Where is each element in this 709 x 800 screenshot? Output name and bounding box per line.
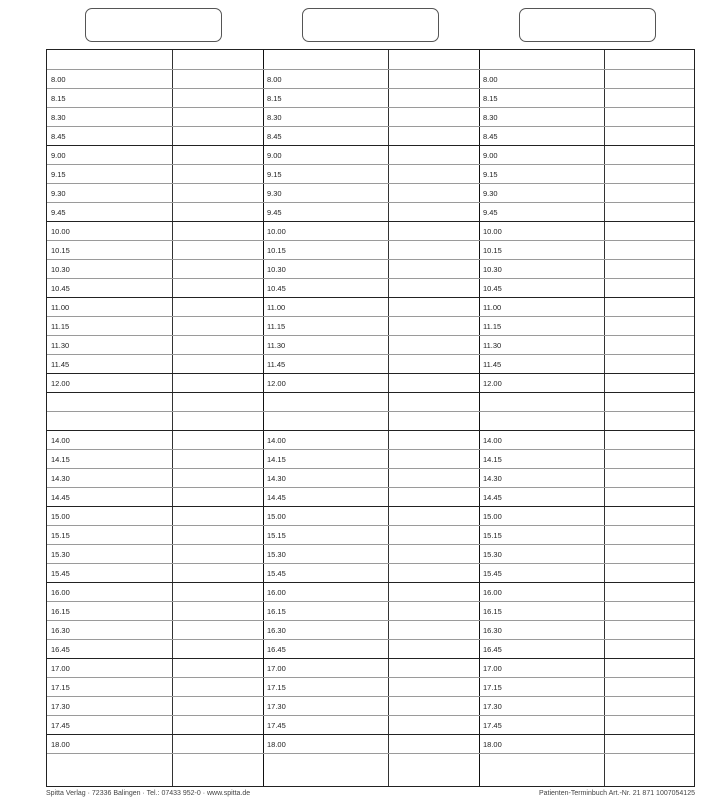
time-slot-label: 9.30	[267, 189, 282, 198]
time-slot-label: 11.30	[267, 341, 286, 350]
time-slot-label: 8.30	[483, 113, 498, 122]
time-slot-label: 9.00	[51, 151, 66, 160]
time-slot-label: 15.00	[51, 512, 70, 521]
time-slot-label: 17.00	[483, 664, 502, 673]
time-slot-label: 10.15	[267, 246, 286, 255]
time-slot-label: 11.15	[267, 322, 286, 331]
time-slot-label: 10.00	[267, 227, 286, 236]
time-slot-label: 17.00	[51, 664, 70, 673]
time-slot-label: 17.15	[51, 683, 70, 692]
row-line	[47, 487, 694, 488]
time-slot-label: 15.45	[51, 569, 70, 578]
time-slot-label: 14.15	[483, 455, 502, 464]
time-slot-label: 15.45	[267, 569, 286, 578]
time-slot-label: 17.30	[51, 702, 70, 711]
time-slot-label: 8.45	[51, 132, 66, 141]
time-slot-label: 14.00	[483, 436, 502, 445]
time-slot-label: 10.15	[51, 246, 70, 255]
row-line	[47, 126, 694, 127]
row-line	[47, 563, 694, 564]
time-slot-label: 17.45	[267, 721, 286, 730]
time-slot-label: 16.15	[51, 607, 70, 616]
time-slot-label: 17.30	[267, 702, 286, 711]
time-slot-label: 12.00	[51, 379, 70, 388]
time-slot-label: 17.15	[267, 683, 286, 692]
row-line	[47, 240, 694, 241]
time-slot-label: 14.30	[51, 474, 70, 483]
time-slot-label: 17.45	[483, 721, 502, 730]
time-slot-label: 16.30	[51, 626, 70, 635]
day-header-box-1[interactable]	[85, 8, 222, 42]
time-slot-label: 10.00	[483, 227, 502, 236]
time-slot-label: 15.30	[267, 550, 286, 559]
time-slot-label: 16.00	[51, 588, 70, 597]
time-slot-label: 15.30	[483, 550, 502, 559]
row-line	[47, 620, 694, 621]
footer-publisher: Spitta Verlag · 72336 Balingen · Tel.: 07433 952-0 · www.spitta.de	[46, 790, 251, 797]
row-line	[47, 354, 694, 355]
time-slot-label: 9.15	[51, 170, 66, 179]
time-slot-label: 15.00	[267, 512, 286, 521]
row-line	[47, 88, 694, 89]
time-slot-label: 8.15	[483, 94, 498, 103]
day-divider	[479, 50, 480, 786]
time-slot-label: 17.30	[483, 702, 502, 711]
time-slot-label: 16.30	[483, 626, 502, 635]
time-slot-label: 14.15	[51, 455, 70, 464]
appointment-grid[interactable]	[46, 49, 695, 787]
time-slot-label: 14.00	[267, 436, 286, 445]
time-slot-label: 16.45	[267, 645, 286, 654]
time-slot-label: 11.00	[51, 303, 70, 312]
time-slot-label: 9.00	[267, 151, 282, 160]
row-line	[47, 221, 694, 222]
time-slot-label: 14.00	[51, 436, 70, 445]
row-line	[47, 259, 694, 260]
time-slot-label: 14.45	[483, 493, 502, 502]
row-line	[47, 582, 694, 583]
time-slot-label: 15.00	[483, 512, 502, 521]
time-slot-label: 16.45	[51, 645, 70, 654]
time-slot-label: 9.30	[51, 189, 66, 198]
time-slot-label: 14.30	[267, 474, 286, 483]
time-slot-label: 15.15	[483, 531, 502, 540]
time-slot-label: 14.30	[483, 474, 502, 483]
row-line	[47, 411, 694, 412]
time-slot-label: 10.30	[483, 265, 502, 274]
time-slot-label: 17.45	[51, 721, 70, 730]
row-line	[47, 164, 694, 165]
time-slot-label: 9.15	[267, 170, 282, 179]
time-slot-label: 9.45	[51, 208, 66, 217]
time-slot-label: 9.15	[483, 170, 498, 179]
row-line	[47, 677, 694, 678]
time-slot-label: 8.45	[483, 132, 498, 141]
footer-product: Patienten-Terminbuch Art.-Nr. 21 871 1007054125	[538, 790, 695, 797]
column-divider	[388, 50, 389, 786]
row-line	[47, 468, 694, 469]
row-line	[47, 430, 694, 431]
time-slot-label: 8.30	[267, 113, 282, 122]
time-slot-label: 8.00	[51, 75, 66, 84]
time-slot-label: 16.00	[267, 588, 286, 597]
time-slot-label: 14.45	[51, 493, 70, 502]
time-slot-label: 8.15	[51, 94, 66, 103]
time-slot-label: 14.45	[267, 493, 286, 502]
time-slot-label: 14.15	[267, 455, 286, 464]
time-slot-label: 15.45	[483, 569, 502, 578]
time-slot-label: 15.15	[51, 531, 70, 540]
row-line	[47, 297, 694, 298]
time-slot-label: 10.45	[267, 284, 286, 293]
time-slot-label: 11.45	[483, 360, 502, 369]
column-divider	[604, 50, 605, 786]
day-divider	[263, 50, 264, 786]
row-line	[47, 734, 694, 735]
row-line	[47, 183, 694, 184]
time-slot-label: 10.45	[51, 284, 70, 293]
row-line	[47, 525, 694, 526]
time-slot-label: 11.15	[483, 322, 502, 331]
time-slot-label: 11.30	[483, 341, 502, 350]
time-slot-label: 18.00	[483, 740, 502, 749]
time-slot-label: 11.15	[51, 322, 70, 331]
row-line	[47, 373, 694, 374]
time-slot-label: 10.45	[483, 284, 502, 293]
day-header-box-3[interactable]	[519, 8, 656, 42]
time-slot-label: 16.30	[267, 626, 286, 635]
row-line	[47, 69, 694, 70]
row-line	[47, 449, 694, 450]
time-slot-label: 15.30	[51, 550, 70, 559]
time-slot-label: 10.30	[51, 265, 70, 274]
time-slot-label: 11.00	[267, 303, 286, 312]
time-slot-label: 10.00	[51, 227, 70, 236]
time-slot-label: 18.00	[51, 740, 70, 749]
row-line	[47, 278, 694, 279]
time-slot-label: 8.00	[483, 75, 498, 84]
time-slot-label: 12.00	[267, 379, 286, 388]
column-divider	[172, 50, 173, 786]
row-line	[47, 335, 694, 336]
row-line	[47, 544, 694, 545]
time-slot-label: 9.45	[483, 208, 498, 217]
row-line	[47, 696, 694, 697]
time-slot-label: 17.00	[267, 664, 286, 673]
time-slot-label: 17.15	[483, 683, 502, 692]
time-slot-label: 8.45	[267, 132, 282, 141]
row-line	[47, 392, 694, 393]
time-slot-label: 11.45	[267, 360, 286, 369]
time-slot-label: 16.15	[267, 607, 286, 616]
time-slot-label: 10.30	[267, 265, 286, 274]
time-slot-label: 11.00	[483, 303, 502, 312]
time-slot-label: 10.15	[483, 246, 502, 255]
row-line	[47, 316, 694, 317]
time-slot-label: 12.00	[483, 379, 502, 388]
time-slot-label: 8.30	[51, 113, 66, 122]
time-slot-label: 9.00	[483, 151, 498, 160]
time-slot-label: 8.00	[267, 75, 282, 84]
time-slot-label: 8.15	[267, 94, 282, 103]
row-line	[47, 145, 694, 146]
time-slot-label: 15.15	[267, 531, 286, 540]
time-slot-label: 18.00	[267, 740, 286, 749]
time-slot-label: 9.45	[267, 208, 282, 217]
row-line	[47, 753, 694, 754]
row-line	[47, 639, 694, 640]
row-line	[47, 506, 694, 507]
time-slot-label: 11.30	[51, 341, 70, 350]
time-slot-label: 16.45	[483, 645, 502, 654]
row-line	[47, 601, 694, 602]
time-slot-label: 16.15	[483, 607, 502, 616]
row-line	[47, 107, 694, 108]
row-line	[47, 658, 694, 659]
row-line	[47, 202, 694, 203]
row-line	[47, 715, 694, 716]
day-header-box-2[interactable]	[302, 8, 439, 42]
time-slot-label: 11.45	[51, 360, 70, 369]
time-slot-label: 16.00	[483, 588, 502, 597]
time-slot-label: 9.30	[483, 189, 498, 198]
